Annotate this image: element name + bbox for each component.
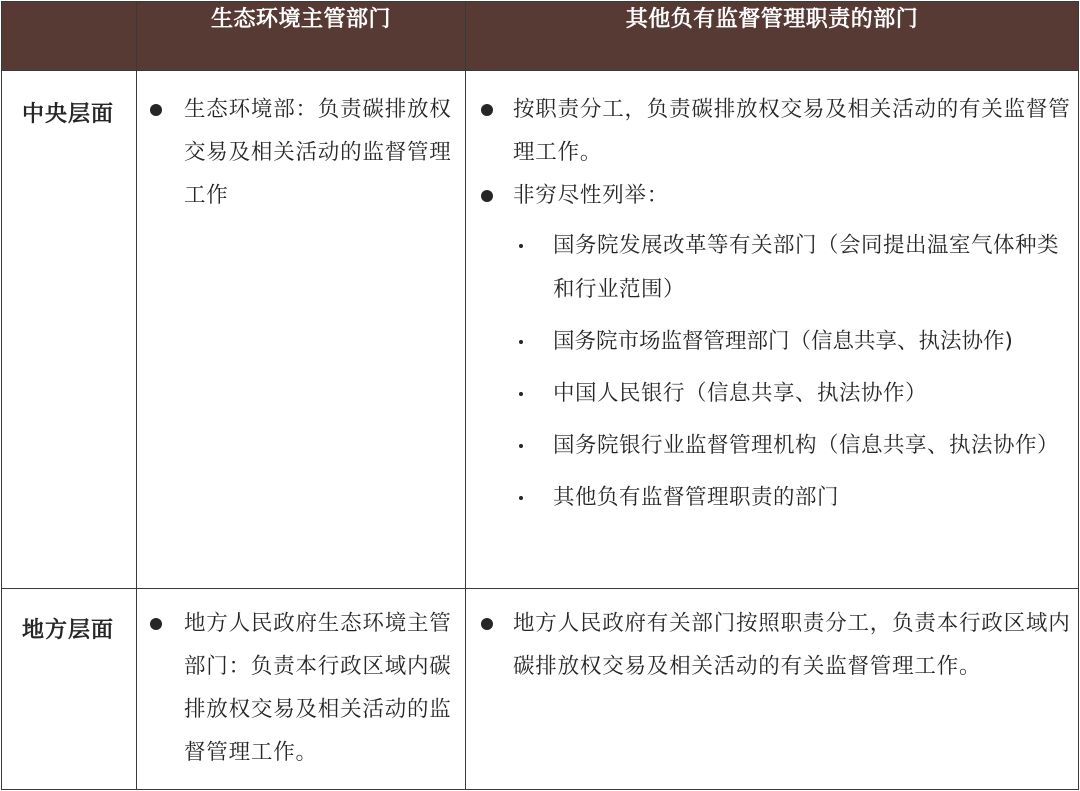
sub-item-text: 国务院银行业监督管理机构（信息共享、执法协作） xyxy=(553,433,1060,458)
local-other-cell xyxy=(466,589,1079,790)
sub-item-text: 国务院发展改革等有关部门（会同提出温室气体种类和行业范围） xyxy=(553,233,1060,302)
bullet-icon xyxy=(481,618,493,630)
row-local xyxy=(2,589,1079,790)
small-bullet-icon xyxy=(519,496,523,500)
row-central xyxy=(2,71,1079,589)
list-item xyxy=(481,88,1074,174)
central-eco-text: 生态环境部：负责碳排放权交易及相关活动的监督管理工作 xyxy=(184,97,452,208)
central-other-list-intro: 非穷尽性列举： xyxy=(513,183,670,208)
central-eco-cell xyxy=(137,71,466,589)
bullet-icon xyxy=(481,104,493,116)
central-other-cell xyxy=(466,71,1079,589)
bullet-icon xyxy=(150,104,162,116)
list-item xyxy=(150,602,457,774)
local-eco-text: 地方人民政府生态环境主管部门：负责本行政区域内碳排放权交易及相关活动的监督管理工作。 xyxy=(184,611,452,765)
sub-item-text: 国务院市场监督管理部门（信息共享、执法协作) xyxy=(553,329,1013,354)
small-bullet-icon xyxy=(519,244,523,248)
bullet-icon xyxy=(150,618,162,630)
list-item xyxy=(481,602,1074,688)
central-other-text: 按职责分工，负责碳排放权交易及相关活动的有关监督管理工作。 xyxy=(513,97,1071,165)
regulatory-table xyxy=(1,1,1079,790)
level-local: 地方层面 xyxy=(2,589,137,790)
sub-list-item xyxy=(513,224,1074,312)
small-bullet-icon xyxy=(519,444,523,448)
sub-list-item xyxy=(513,424,1074,468)
small-bullet-icon xyxy=(519,392,523,396)
small-bullet-icon xyxy=(519,340,523,344)
sub-list-item xyxy=(513,372,1074,416)
header-level xyxy=(2,2,137,71)
list-item xyxy=(150,88,457,217)
level-central: 中央层面 xyxy=(2,71,137,589)
header-row xyxy=(2,2,1079,71)
sub-item-text: 中国人民银行（信息共享、执法协作） xyxy=(553,381,928,406)
local-other-text: 地方人民政府有关部门按照职责分工，负责本行政区域内碳排放权交易及相关活动的有关监督管理工作。 xyxy=(513,611,1071,679)
sub-list xyxy=(513,217,1074,520)
sub-item-text: 其他负有监督管理职责的部门 xyxy=(553,485,840,510)
sub-list-item xyxy=(513,320,1074,364)
local-eco-cell xyxy=(137,589,466,790)
header-other-departments: 其他负有监督管理职责的部门 xyxy=(466,2,1079,71)
bullet-icon xyxy=(481,190,493,202)
sub-list-item xyxy=(513,476,1074,520)
header-eco-department: 生态环境主管部门 xyxy=(137,2,466,71)
list-item xyxy=(481,174,1074,520)
